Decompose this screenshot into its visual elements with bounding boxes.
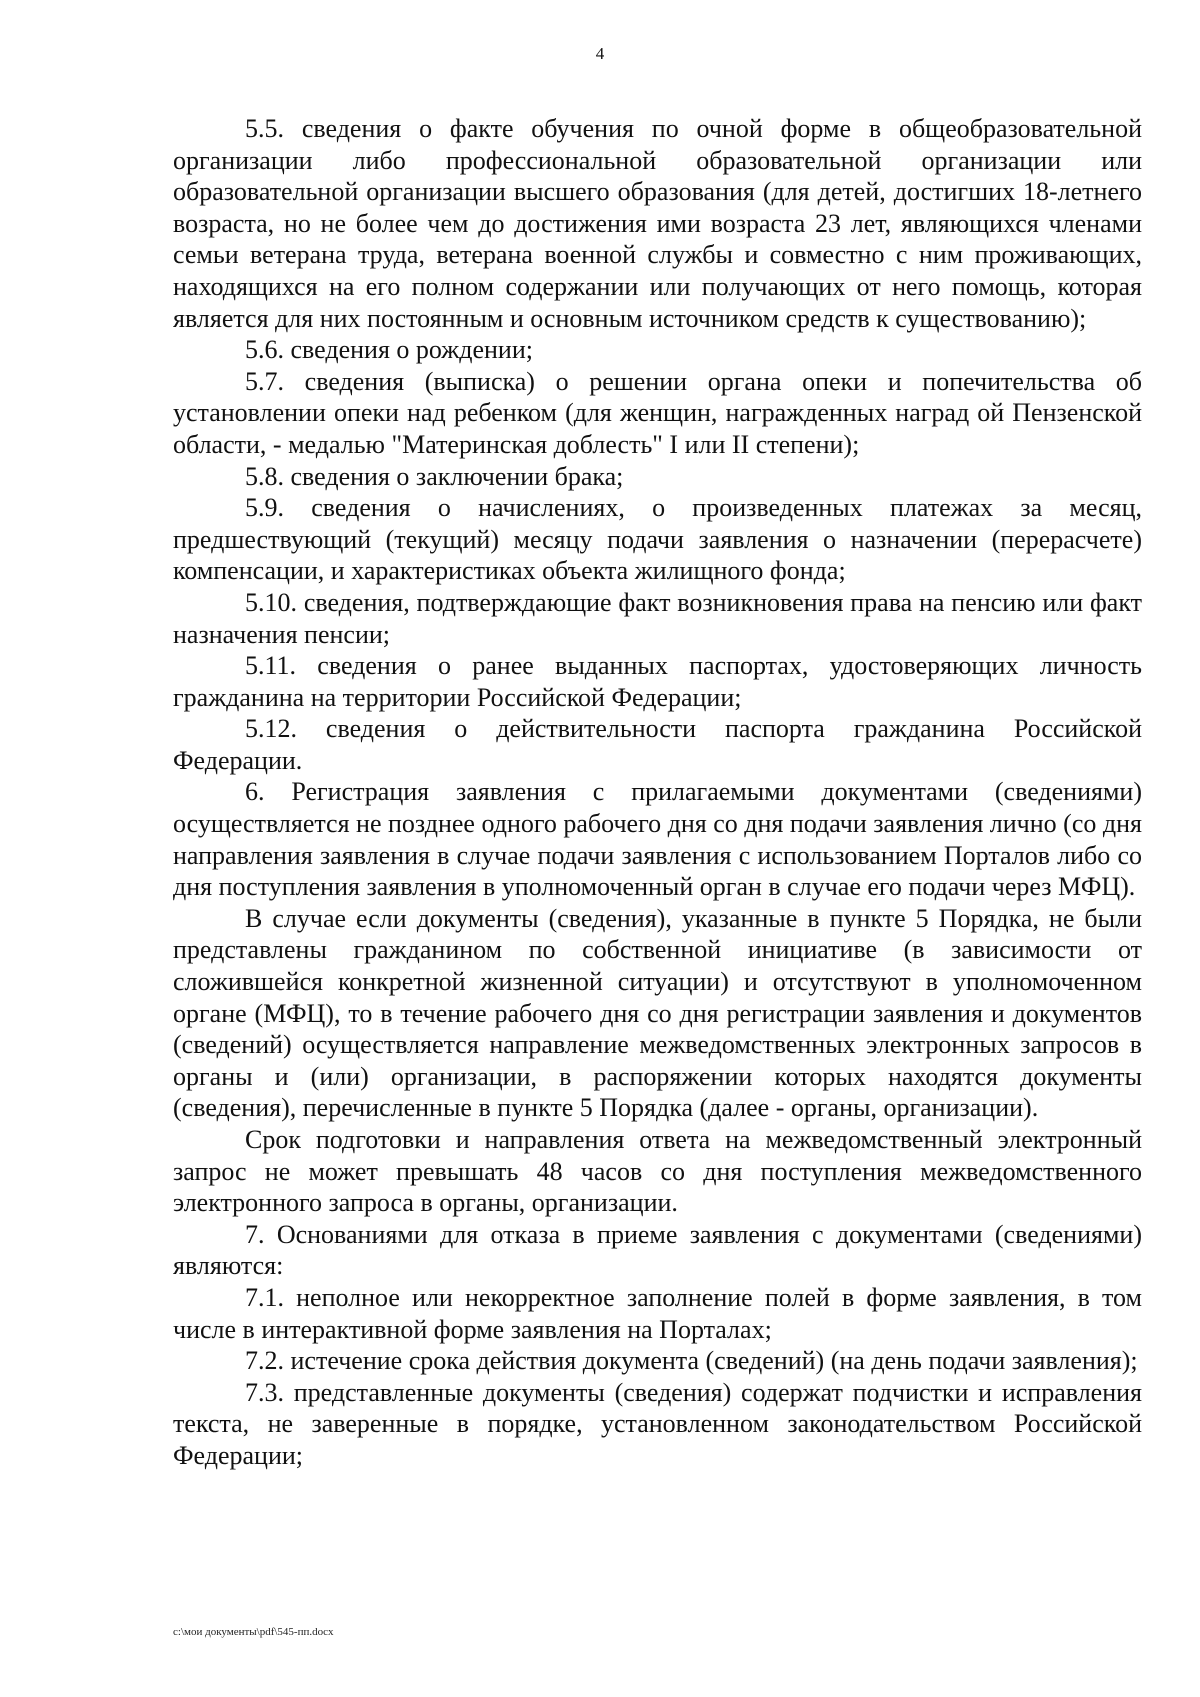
paragraph-7: 7. Основаниями для отказа в приеме заявления с документами (сведениями) являются: [173,1219,1142,1281]
paragraph-6: 6. Регистрация заявления с прилагаемыми документами (сведениями) осуществляется не позднее одного рабочего дня со дня подачи заявления лично (со дня направления заявления в случае подачи заявления с использованием Порталов либо со дня поступления заявления в уполномоченный орган в случае его подачи через МФЦ). [173,777,1142,902]
paragraph-5-9: 5.9. сведения о начислениях, о произведенных платежах за месяц, предшествующий (текущий) месяцу подачи заявления о назначении (перерасчете) компенсации, и характеристиках объекта жилищного фонда; [173,493,1142,586]
paragraph-7-1: 7.1. неполное или некорректное заполнение полей в форме заявления, в том числе в интерактивной форме заявления на Порталах; [173,1282,1142,1344]
paragraph-5-5: 5.5. сведения о факте обучения по очной форме в общеобразовательной организации либо профессиональной образовательной организации или образовательной организации высшего образования (для детей, достигших 18-летнего возраста, но не более чем до достижения ими возраста 23 лет, являющихся членами семьи ветерана труда, ветерана военной службы и совместно с ним проживающих, находящихся на его полном содержании или получающих от него помощь, которая является для них постоянным и основным источником средств к существованию); [173,114,1142,333]
paragraph-7-2: 7.2. истечение срока действия документа (сведений) (на день подачи заявления); [245,1346,1138,1376]
paragraph-6-missing-documents: В случае если документы (сведения), указанные в пункте 5 Порядка, не были представлены гражданином по собственной инициативе (в зависимости от сложившейся конкретной жизненной ситуации) и отсутствуют в уполномоченном органе (МФЦ), то в течение рабочего дня со дня регистрации заявления и документов (сведений) осуществляется направление межведомственных электронных запросов в органы и (или) организации, в распоряжении которых находятся документы (сведения), перечисленные в пункте 5 Порядка (далее - органы, организации). [173,903,1142,1123]
paragraph-5-7: 5.7. сведения (выписка) о решении органа опеки и попечительства об установлении опеки над ребенком (для женщин, награжденных наград ой Пензенской области, - медалью "Материнская доблесть" I или II степени); [173,366,1142,459]
paragraph-5-11: 5.11. сведения о ранее выданных паспортах, удостоверяющих личность гражданина на территории Российской Федерации; [173,651,1142,712]
paragraph-5-10: 5.10. сведения, подтверждающие факт возникновения права на пенсию или факт назначения пенсии; [173,587,1142,649]
footer-file-path: c:\мои документы\pdf\545-пп.docx [173,1626,334,1638]
paragraph-5-8: 5.8. сведения о заключении брака; [245,461,624,491]
page-number: 4 [595,44,605,63]
paragraph-7-3: 7.3. представленные документы (сведения) содержат подчистки и исправления текста, не заверенные в порядке, установленном законодательством Российской Федерации; [173,1377,1142,1470]
paragraph-6-response-deadline: Срок подготовки и направления ответа на межведомственный электронный запрос не может превышать 48 часов со дня поступления межведомственного электронного запроса в органы, организации. [173,1125,1142,1218]
paragraph-5-12: 5.12. сведения о действительности паспорта гражданина Российской Федерации. [173,714,1142,775]
paragraph-5-6: 5.6. сведения о рождении; [245,335,533,365]
document-body [173,113,1142,1472]
